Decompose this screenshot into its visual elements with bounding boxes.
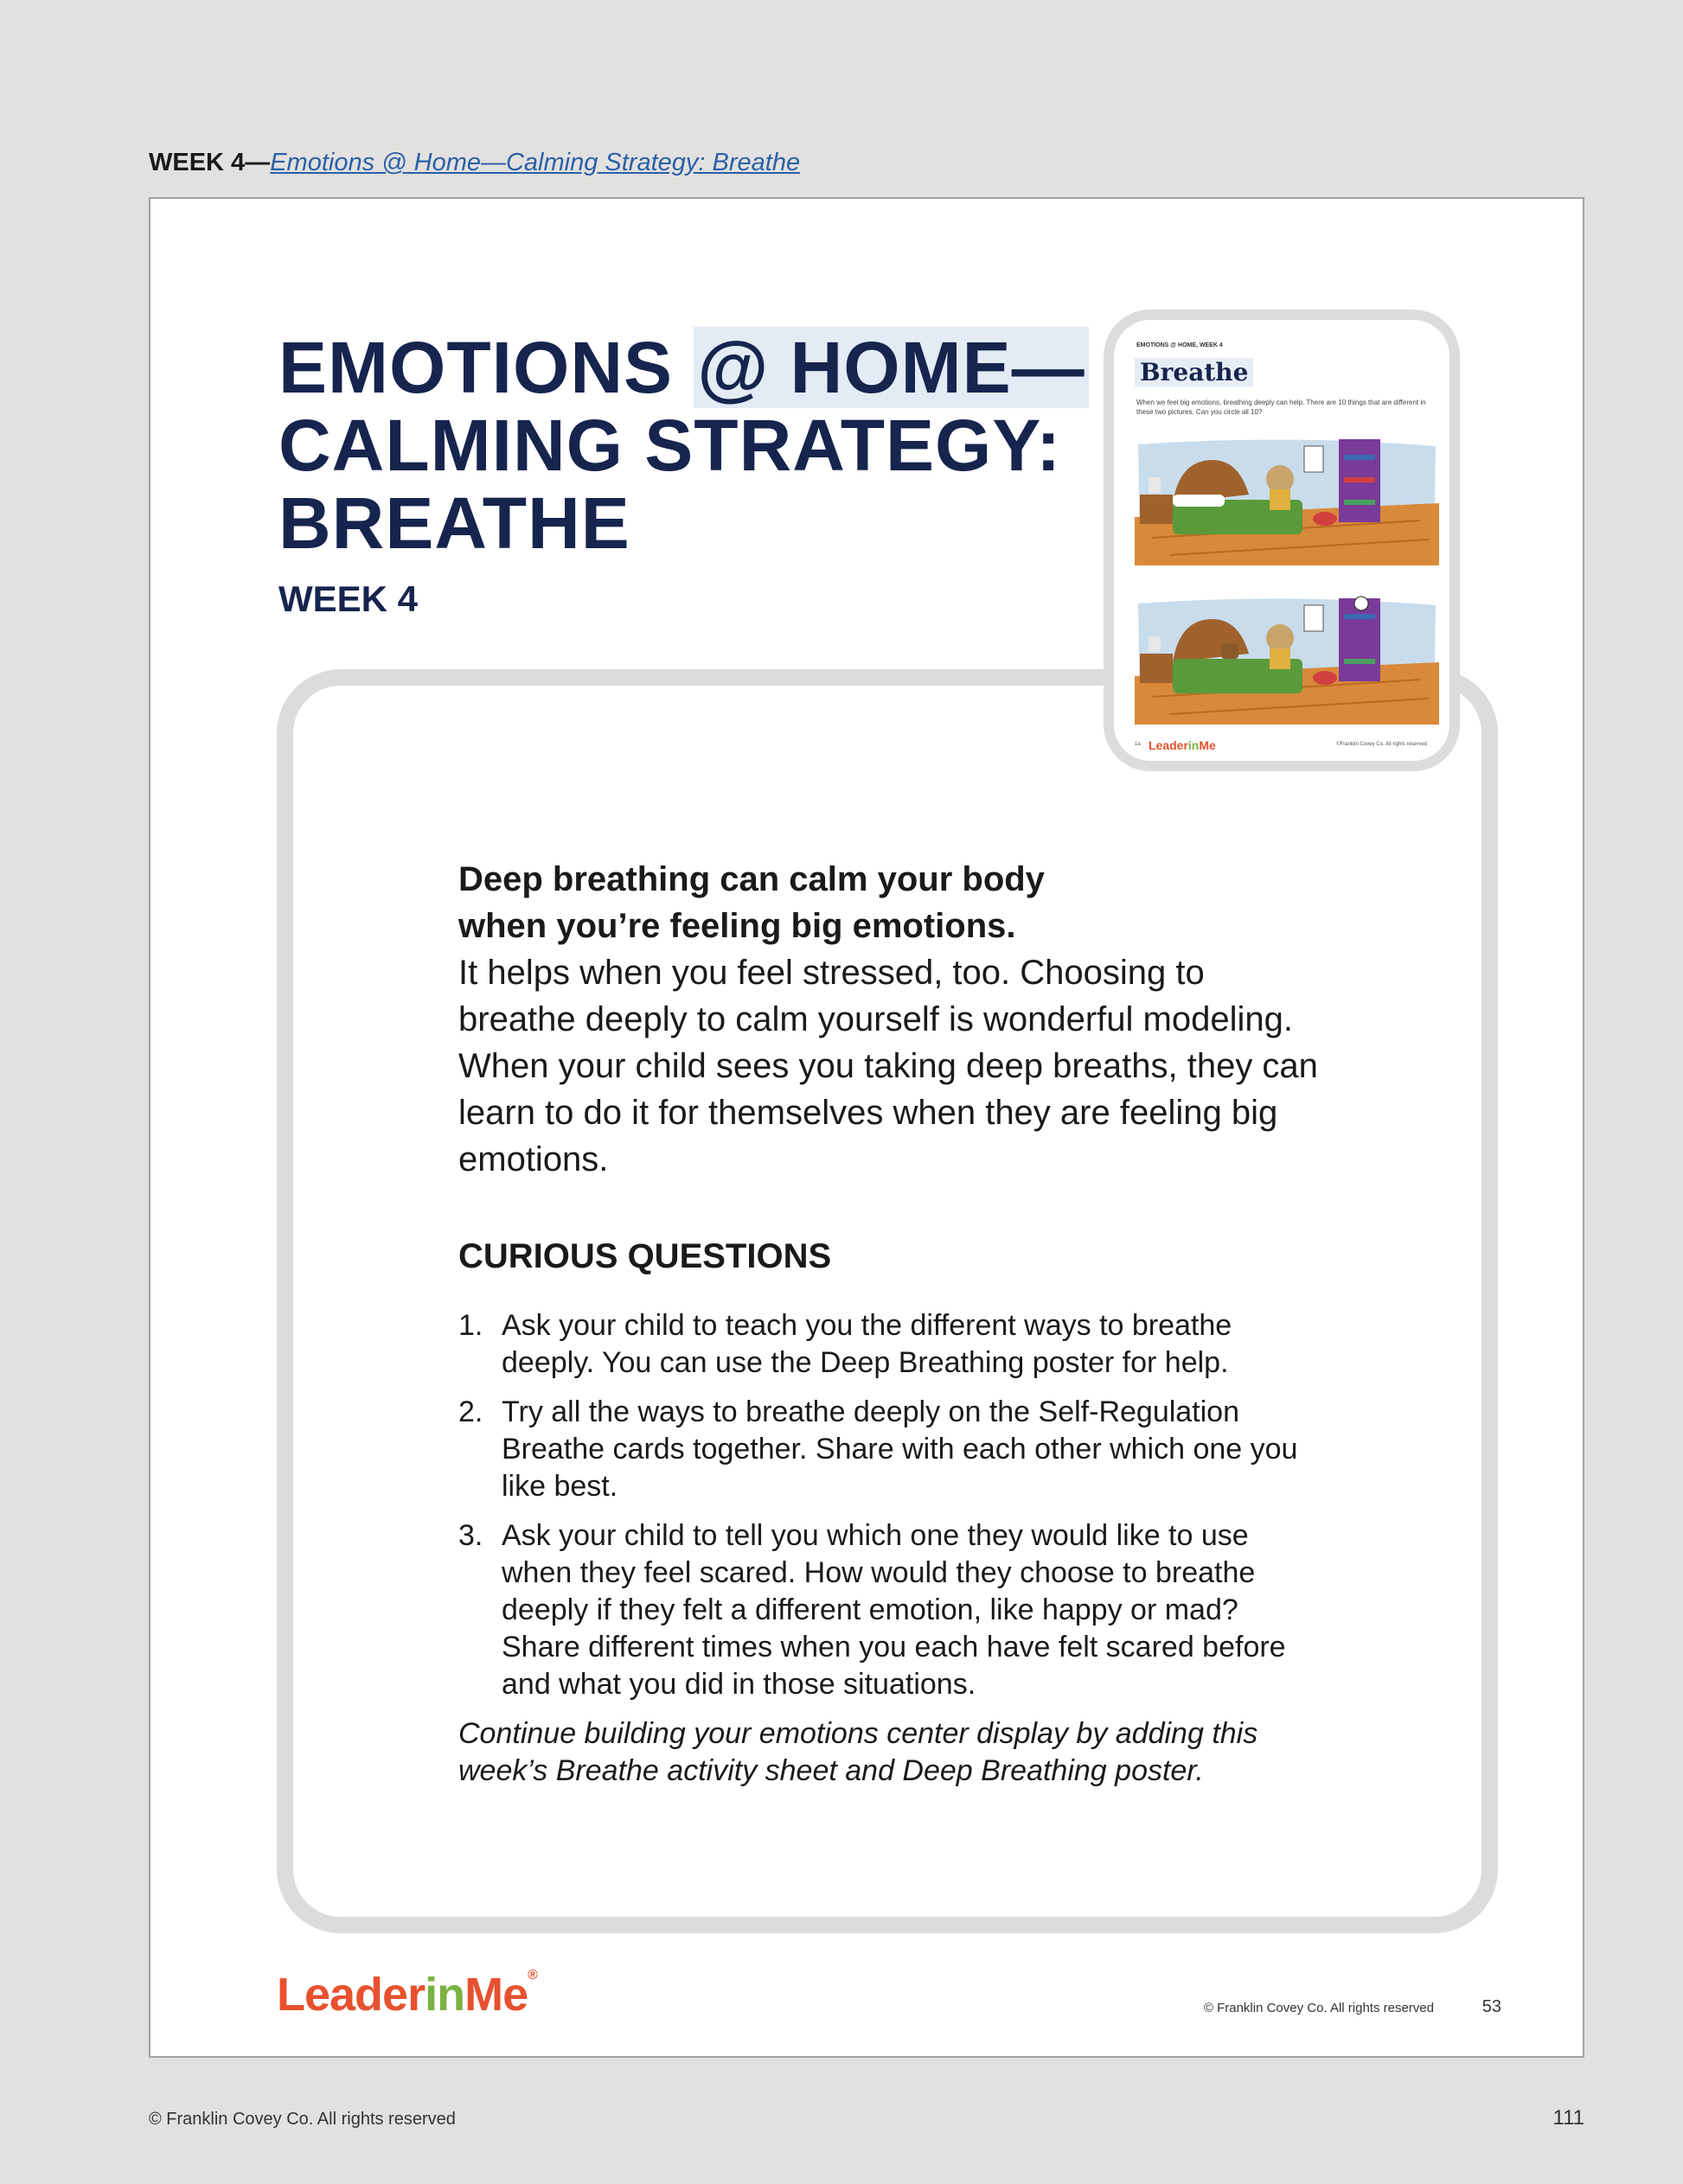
inner-page [149, 197, 1584, 2058]
page-title [278, 329, 1089, 562]
list-item: 2. Try all the ways to breathe deeply on the Self-Regulation Breathe cards together. Share with each other which one you like best. [458, 1395, 1298, 1503]
thumb-description: When we feel big emotions, breathing deeply can help. There are 10 things that are different in these two pictures. Can you circle all 10? [1136, 399, 1426, 416]
thumb-small-header: EMOTIONS @ HOME, WEEK 4 [1136, 342, 1223, 348]
thumb-page: 1a [1135, 742, 1141, 747]
footer-copyright: © Franklin Covey Co. All rights reserved [149, 2110, 456, 2129]
title-highlight: @ HOME— [694, 327, 1088, 408]
main-content [458, 856, 1323, 1790]
bedroom-picture-top [1135, 434, 1439, 565]
header-week: WEEK 4— [149, 149, 271, 176]
inner-copyright: © Franklin Covey Co. All rights reserved [1203, 2001, 1434, 2015]
header-link[interactable]: Emotions @ Home—Calming Strategy: Breathe [270, 149, 801, 176]
list-item: 1. Ask your child to teach you the different ways to breathe deeply. You can use the Deep Breathing poster for help. [458, 1309, 1232, 1379]
activity-sheet-thumbnail [1104, 310, 1460, 771]
title-part-2: CALMING STRATEGY: [278, 405, 1062, 486]
thumb-title: Breathe [1135, 358, 1253, 386]
running-header [149, 145, 800, 180]
thumb-logo: LeaderinMe [1149, 738, 1216, 752]
inner-page-number: 53 [1481, 1997, 1501, 2016]
lead-body: It helps when you feel stressed, too. Choosing to breathe deeply to calm yourself is wonderful modeling. When your child sees you taking deep breaths, they can learn to do it for themselves when they are feeling big emotions. [458, 954, 1318, 1178]
leader-in-me-logo: LeaderinMe® [277, 1968, 537, 2021]
lead-bold-line-2: when you’re feeling big emotions. [458, 907, 1016, 945]
list-item: 3. Ask your child to tell you which one they would like to use when they feel scared. How would they choose to breathe deeply if they felt a different emotion, like happy or mad? Share different times when you each have felt scared before and what you did in those situations. [458, 1519, 1286, 1701]
week-subtitle: WEEK 4 [278, 578, 419, 619]
bedroom-picture-bottom [1135, 593, 1439, 725]
lead-bold-line-1: Deep breathing can calm your body [458, 860, 1045, 898]
closing-note: Continue building your emotions center display by adding this week’s Breathe activity sheet and Deep Breathing poster. [458, 1717, 1258, 1787]
questions-list [458, 1307, 1323, 1703]
lead-bold [458, 856, 1323, 949]
questions-heading: CURIOUS QUESTIONS [458, 1237, 832, 1275]
title-part-1: EMOTIONS [278, 327, 694, 408]
title-part-3: BREATHE [278, 482, 630, 564]
thumb-copyright: ©Franklin Covey Co. All rights reserved [1336, 742, 1427, 747]
footer-page-number: 111 [1552, 2106, 1584, 2130]
